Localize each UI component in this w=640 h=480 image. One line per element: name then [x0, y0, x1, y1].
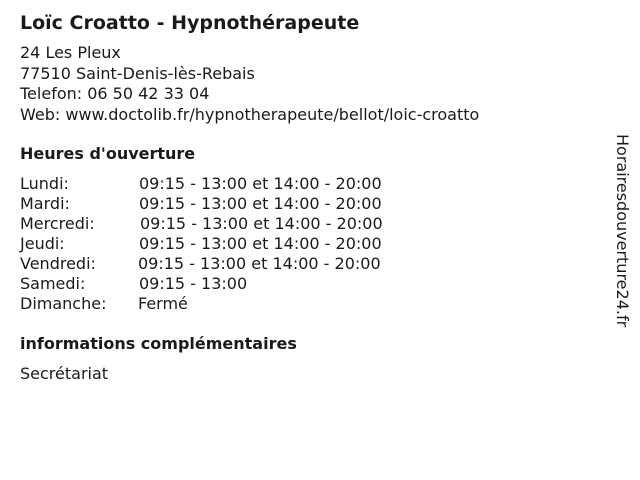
- address-street: 24 Les Pleux: [20, 43, 121, 62]
- contact-block: [20, 43, 479, 125]
- day-hours: 09:15 - 13:00 et 14:00 - 20:00: [139, 174, 382, 193]
- day-label: Mercredi:: [20, 214, 95, 233]
- phone-line: Telefon: 06 50 42 33 04: [20, 84, 210, 103]
- additional-info-text: Secrétariat: [20, 364, 109, 383]
- page-title: Loïc Croatto - Hypnothérapeute: [20, 12, 360, 34]
- additional-info-heading: informations complémentaires: [20, 334, 297, 353]
- day-label: Jeudi:: [20, 234, 65, 253]
- web-line: Web: www.doctolib.fr/hypnotherapeute/bellot/loic-croatto: [20, 104, 480, 124]
- address-city: 77510 Saint-Denis-lès-Rebais: [20, 63, 255, 83]
- day-hours: 09:15 - 13:00 et 14:00 - 20:00: [140, 214, 383, 233]
- day-label: Mardi:: [20, 194, 70, 213]
- opening-hours-heading: Heures d'ouverture: [20, 144, 196, 163]
- day-hours: Fermé: [138, 294, 188, 313]
- day-hours: 09:15 - 13:00 et 14:00 - 20:00: [138, 254, 381, 273]
- site-watermark: Horairesdouverture24.fr: [613, 134, 632, 328]
- day-label: Lundi:: [20, 174, 69, 193]
- day-hours: 09:15 - 13:00: [139, 274, 248, 293]
- day-hours: 09:15 - 13:00 et 14:00 - 20:00: [139, 234, 382, 253]
- day-hours: 09:15 - 13:00 et 14:00 - 20:00: [139, 194, 382, 213]
- day-label: Dimanche:: [20, 294, 107, 313]
- day-label: Vendredi:: [20, 254, 96, 273]
- day-label: Samedi:: [20, 274, 86, 293]
